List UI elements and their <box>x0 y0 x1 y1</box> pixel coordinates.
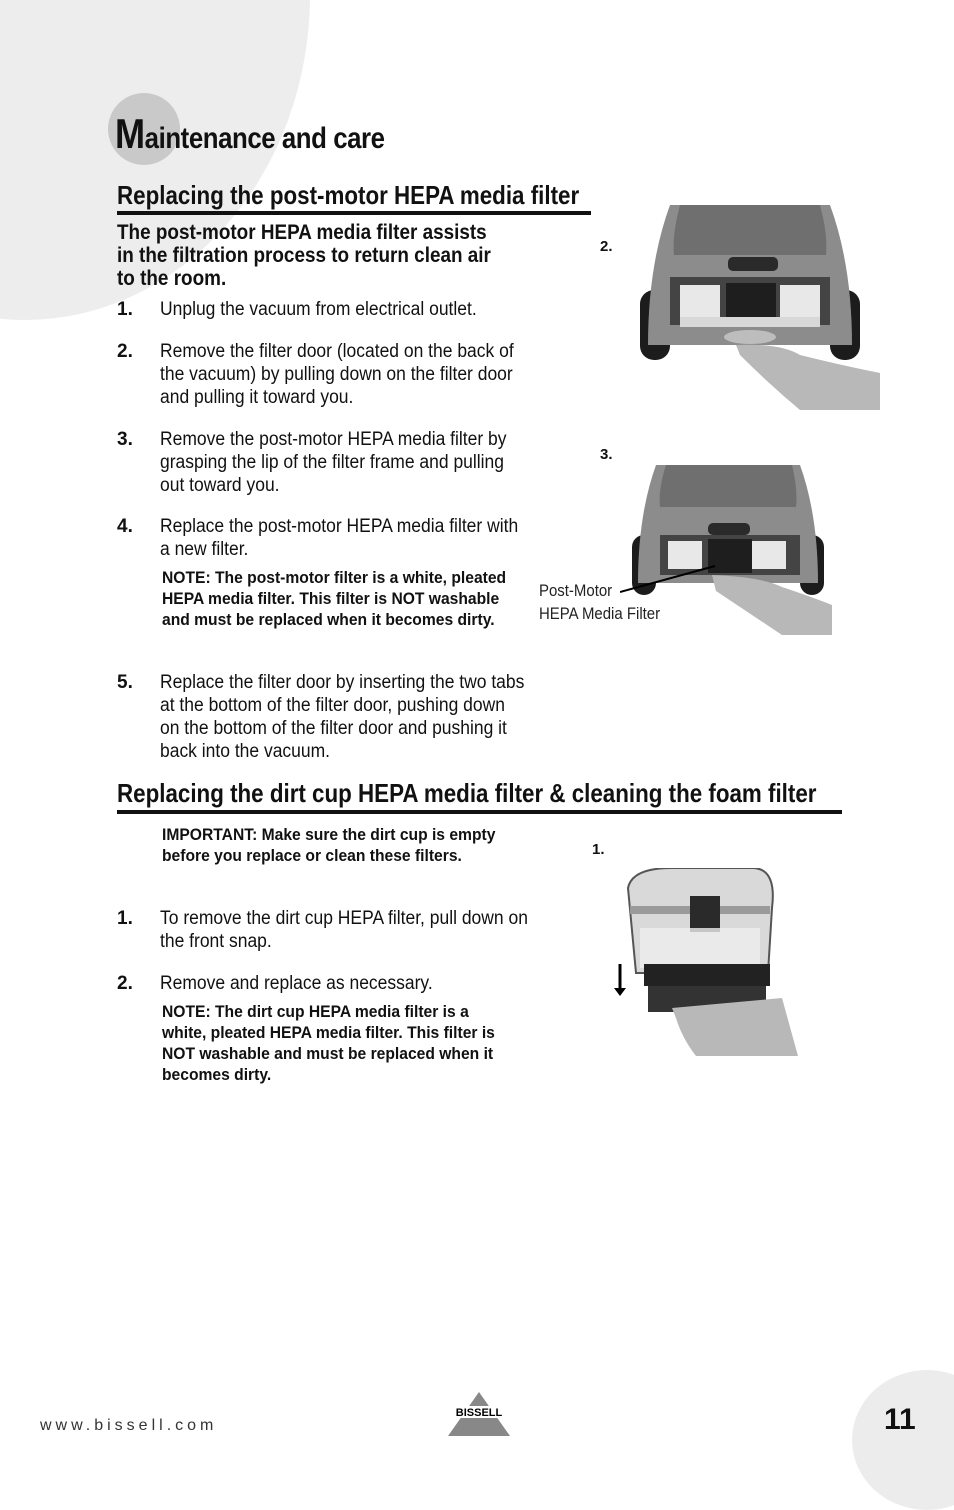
figure-2-label: 2. <box>600 238 613 255</box>
step-text: To remove the dirt cup HEPA filter, pull down on the front snap. <box>160 908 528 952</box>
section2-note: NOTE: The dirt cup HEPA media filter is a white, pleated HEPA media filter. This filter is NOT washable and must be replaced when it becomes dirty. <box>162 1002 495 1084</box>
step-text: Remove the filter door (located on the back of the vacuum) by pulling down on the filter door and pulling it toward you. <box>160 341 514 408</box>
step-number: 3. <box>117 429 133 450</box>
figure-1-label: 1. <box>592 841 605 858</box>
step-number: 2. <box>117 973 133 994</box>
section1-heading: Replacing the post-motor HEPA media filter <box>117 180 580 210</box>
step-text: Replace the post-motor HEPA media filter with a new filter. <box>160 516 519 560</box>
vacuum-filter-door-photo <box>640 205 880 410</box>
step-text: Replace the filter door by inserting the two tabs at the bottom of the filter door, pushing down on the bottom of the filter door and pushing it back into the vacuum. <box>160 672 525 762</box>
section1-lead: The post-motor HEPA media filter assists in the filtration process to return clean air to the room. <box>117 221 491 290</box>
section1-note: NOTE: The post-motor filter is a white, pleated HEPA media filter. This filter is NOT washable and must be replaced when it becomes dirty. <box>162 568 507 629</box>
page-number-tab <box>852 1370 954 1510</box>
figure-3-label: 3. <box>600 446 613 463</box>
section2-heading: Replacing the dirt cup HEPA media filter & cleaning the foam filter <box>117 778 817 808</box>
section2-important: IMPORTANT: Make sure the dirt cup is empty before you replace or clean these filters. <box>162 825 496 865</box>
dirt-cup-filter-photo <box>612 868 802 1056</box>
vacuum-filter-removal-photo <box>632 465 832 635</box>
step-number: 5. <box>117 672 133 693</box>
post-motor-filter-callout <box>539 579 660 625</box>
svg-text:BISSELL: BISSELL <box>455 1407 503 1419</box>
step-text: Remove the post-motor HEPA media filter by grasping the lip of the filter frame and pulling out toward you. <box>160 429 507 496</box>
step-number: 4. <box>117 516 133 537</box>
callout-line-1: Post-Motor <box>539 581 613 600</box>
bissell-logo <box>448 1392 510 1436</box>
section1-rule <box>117 211 591 215</box>
page-number: 11 <box>884 1403 916 1436</box>
section2-rule <box>117 810 842 814</box>
title-rest: aintenance and care <box>144 122 385 155</box>
website-url[interactable]: www.bissell.com <box>40 1417 218 1434</box>
step-number: 1. <box>117 299 133 320</box>
step-number: 2. <box>117 341 133 362</box>
step-text: Remove and replace as necessary. <box>160 973 433 994</box>
step-number: 1. <box>117 908 133 929</box>
title-initial: M <box>115 110 145 157</box>
callout-line-2: HEPA Media Filter <box>539 604 661 623</box>
step-text: Unplug the vacuum from electrical outlet. <box>160 299 477 320</box>
page-title <box>115 110 385 158</box>
